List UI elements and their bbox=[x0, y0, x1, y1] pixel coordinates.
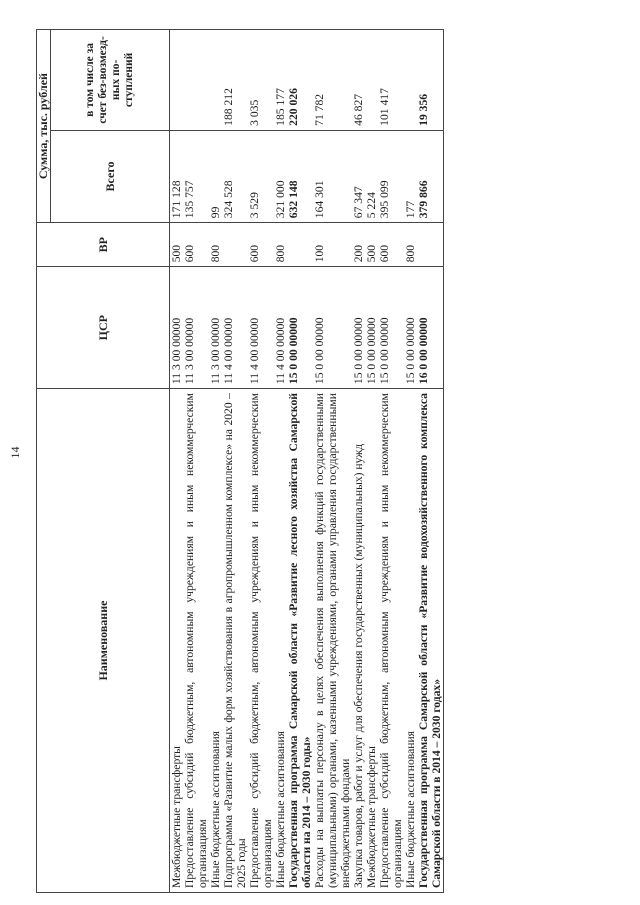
table-row bbox=[248, 30, 274, 893]
table-row bbox=[183, 30, 209, 893]
row-nonrepayable-cell: 185 177 bbox=[274, 30, 287, 131]
row-vr-cell bbox=[417, 223, 444, 267]
row-csr-cell: 15 0 00 00000 bbox=[365, 267, 378, 389]
row-name-cell: Предоставление субсидий бюджетным, автономным учреждениям и иным некоммерческим организациям bbox=[183, 389, 209, 893]
row-csr-cell: 11 3 00 00000 bbox=[183, 267, 209, 389]
header-nonrepayable: в том числе за счет без-возмезд-ных по-ступлений bbox=[51, 30, 170, 131]
table-row bbox=[404, 30, 417, 893]
table-row bbox=[313, 30, 352, 893]
row-total-cell: 171 128 bbox=[170, 130, 184, 222]
row-nonrepayable-cell bbox=[183, 30, 209, 131]
row-nonrepayable-cell: 19 356 bbox=[417, 30, 444, 131]
row-vr-cell: 200 bbox=[352, 223, 365, 267]
page-number: 14 bbox=[8, 446, 22, 459]
row-vr-cell: 800 bbox=[274, 223, 287, 267]
table-row bbox=[274, 30, 287, 893]
row-name-cell: Расходы на выплаты персоналу в целях обеспечения выполнения функций государственными (муниципальными) органами, казенными учреждениями, органами управления государственными внебюджетными фондами bbox=[313, 389, 352, 893]
table-row bbox=[287, 30, 313, 893]
row-csr-cell: 11 3 00 00000 bbox=[170, 267, 184, 389]
header-sum-group: Сумма, тыс. рублей bbox=[37, 30, 51, 223]
row-total-cell: 5 224 bbox=[365, 130, 378, 222]
row-total-cell: 3 529 bbox=[248, 130, 274, 222]
row-total-cell: 135 757 bbox=[183, 130, 209, 222]
row-vr-cell: 600 bbox=[248, 223, 274, 267]
row-csr-cell: 15 0 00 00000 bbox=[378, 267, 404, 389]
row-vr-cell: 100 bbox=[313, 223, 352, 267]
row-vr-cell bbox=[287, 223, 313, 267]
row-csr-cell: 11 4 00 00000 bbox=[274, 267, 287, 389]
row-vr-cell bbox=[222, 223, 248, 267]
row-csr-cell: 15 0 00 00000 bbox=[313, 267, 352, 389]
row-nonrepayable-cell: 220 026 bbox=[287, 30, 313, 131]
row-name-cell: Подпрограмма «Развитие малых форм хозяйствования в агропромышленном комплексе» на 2020 – 2025 годы bbox=[222, 389, 248, 893]
row-vr-cell: 600 bbox=[378, 223, 404, 267]
table-row bbox=[209, 30, 222, 893]
row-nonrepayable-cell: 188 212 bbox=[222, 30, 248, 131]
row-name-cell: Закупка товаров, работ и услуг для обеспечения государственных (муниципальных) нужд bbox=[352, 389, 365, 893]
row-nonrepayable-cell: 3 035 bbox=[248, 30, 274, 131]
row-name-cell: Государственная программа Самарской области «Развитие лесного хозяйства Самарской области на 2014 – 2030 годы» bbox=[287, 389, 313, 893]
row-name-cell: Иные бюджетные ассигнования bbox=[209, 389, 222, 893]
row-name-cell: Предоставление субсидий бюджетным, автономным учреждениям и иным некоммерческим организациям bbox=[378, 389, 404, 893]
row-csr-cell: 15 0 00 00000 bbox=[287, 267, 313, 389]
table-row bbox=[222, 30, 248, 893]
table-row bbox=[365, 30, 378, 893]
row-vr-cell: 500 bbox=[365, 223, 378, 267]
row-total-cell: 632 148 bbox=[287, 130, 313, 222]
row-csr-cell: 16 0 00 00000 bbox=[417, 267, 444, 389]
row-total-cell: 324 528 bbox=[222, 130, 248, 222]
row-name-cell: Иные бюджетные ассигнования bbox=[274, 389, 287, 893]
header-vr: ВР bbox=[37, 223, 170, 267]
row-total-cell: 321 000 bbox=[274, 130, 287, 222]
row-name-cell: Иные бюджетные ассигнования bbox=[404, 389, 417, 893]
row-csr-cell: 11 4 00 00000 bbox=[248, 267, 274, 389]
table-row bbox=[378, 30, 404, 893]
row-vr-cell: 800 bbox=[404, 223, 417, 267]
row-name-cell: Предоставление субсидий бюджетным, автономным учреждениям и иным некоммерческим организациям bbox=[248, 389, 274, 893]
table-row bbox=[170, 30, 184, 893]
row-vr-cell: 800 bbox=[209, 223, 222, 267]
row-total-cell: 99 bbox=[209, 130, 222, 222]
row-csr-cell: 15 0 00 00000 bbox=[404, 267, 417, 389]
row-name-cell: Государственная программа Самарской области «Развитие водохозяйственного комплекса Самарской области в 2014 – 2030 годах» bbox=[417, 389, 444, 893]
row-total-cell: 67 347 bbox=[352, 130, 365, 222]
header-csr: ЦСР bbox=[37, 267, 170, 389]
row-csr-cell: 11 3 00 00000 bbox=[209, 267, 222, 389]
table-row bbox=[417, 30, 444, 893]
row-vr-cell: 500 bbox=[170, 223, 184, 267]
row-name-cell: Межбюджетные трансферты bbox=[365, 389, 378, 893]
row-nonrepayable-cell: 46 827 bbox=[352, 30, 365, 131]
row-total-cell: 164 301 bbox=[313, 130, 352, 222]
header-name: Наименование bbox=[37, 389, 170, 893]
row-vr-cell: 600 bbox=[183, 223, 209, 267]
row-nonrepayable-cell: 71 782 bbox=[313, 30, 352, 131]
header-total: Всего bbox=[51, 130, 170, 222]
row-nonrepayable-cell bbox=[365, 30, 378, 131]
table-row bbox=[352, 30, 365, 893]
row-total-cell: 379 866 bbox=[417, 130, 444, 222]
row-nonrepayable-cell bbox=[170, 30, 184, 131]
row-nonrepayable-cell bbox=[404, 30, 417, 131]
row-name-cell: Межбюджетные трансферты bbox=[170, 389, 184, 893]
row-nonrepayable-cell bbox=[209, 30, 222, 131]
row-csr-cell: 15 0 00 00000 bbox=[352, 267, 365, 389]
row-csr-cell: 11 4 00 00000 bbox=[222, 267, 248, 389]
row-nonrepayable-cell: 101 417 bbox=[378, 30, 404, 131]
row-total-cell: 395 099 bbox=[378, 130, 404, 222]
budget-table bbox=[36, 29, 444, 893]
row-total-cell: 177 bbox=[404, 130, 417, 222]
